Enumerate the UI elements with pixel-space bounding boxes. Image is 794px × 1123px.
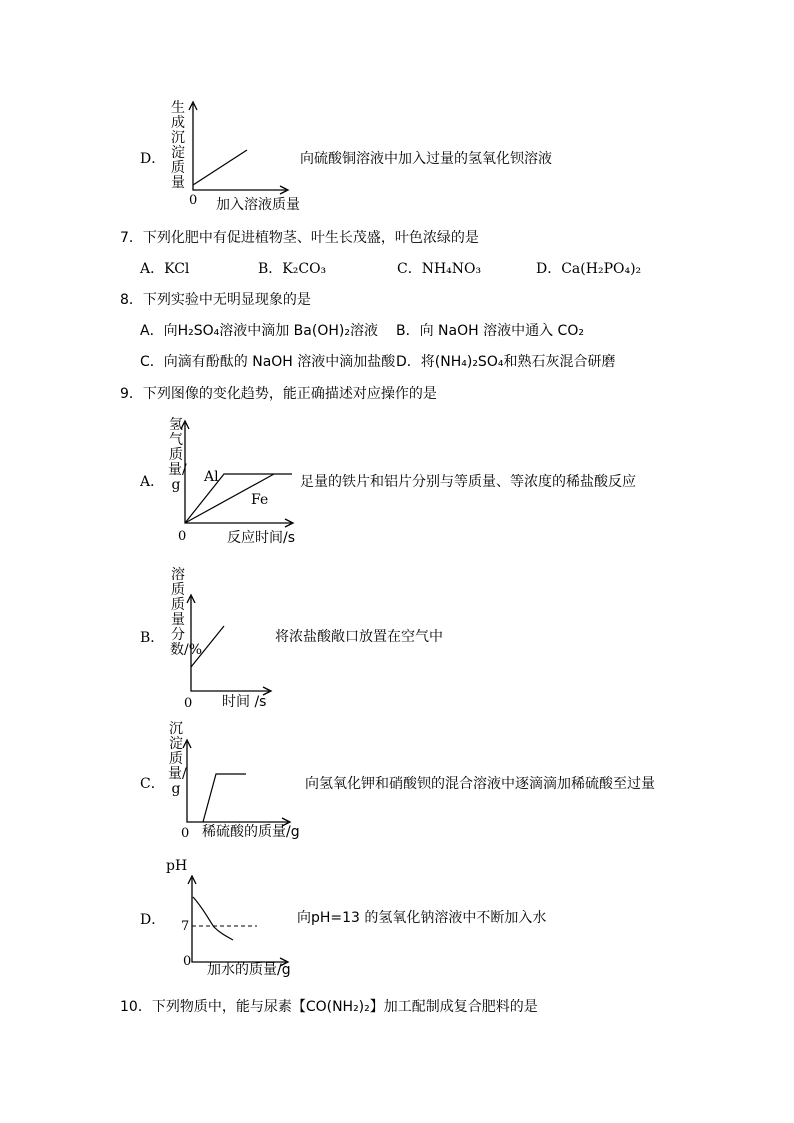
q9b-description: 将浓盐酸敞口放置在空气中 (275, 629, 443, 645)
q9a-y-axis-label: 氢气质量/g (168, 417, 187, 493)
q7-option-a: A．KCl (140, 261, 190, 277)
q8-option-c: C．向滴有酚酞的 NaOH 溶液中滴加盐酸 (140, 354, 396, 370)
q6d-description: 向硫酸铜溶液中加入过量的氢氧化钡溶液 (300, 151, 552, 167)
q10-stem: 10．下列物质中，能与尿素【CO(NH₂)₂】加工配制成复合肥料的是 (120, 999, 538, 1015)
q8-option-a: A．向H₂SO₄溶液中滴加 Ba(OH)₂溶液 (140, 323, 378, 339)
q9-stem: 9．下列图像的变化趋势，能正确描述对应操作的是 (120, 386, 437, 402)
q9a-letter: A． (140, 474, 165, 490)
q9a-al-label: Al (204, 469, 219, 485)
q7-option-b: B．K₂CO₃ (258, 261, 327, 277)
q8-stem: 8．下列实验中无明显现象的是 (120, 292, 311, 308)
q9d-y-axis-label: pH (166, 858, 188, 874)
q6d-y-axis-label: 生成沉淀质量 (171, 100, 185, 191)
q9d-tick-7: 7 (181, 919, 190, 934)
q8-option-b: B．向 NaOH 溶液中通入 CO₂ (396, 323, 584, 339)
q9c-letter: C． (140, 776, 165, 792)
q9c-y-axis-label: 沉淀质量/g (168, 721, 187, 797)
q9c-description: 向氢氧化钾和硝酸钡的混合溶液中逐滴滴加稀硫酸至过量 (305, 776, 655, 792)
q9b-origin: 0 (184, 696, 193, 711)
q9b-x-axis-label: 时间 /s (222, 694, 267, 710)
q7-stem: 7．下列化肥中有促进植物茎、叶生长茂盛，叶色浓绿的是 (120, 230, 479, 246)
q6-option-d-letter: D． (140, 151, 166, 167)
q6d-x-axis-label: 加入溶液质量 (216, 197, 300, 213)
q9b-letter: B． (140, 630, 165, 646)
q7-option-d: D．Ca(H₂PO₄)₂ (536, 261, 642, 277)
q9d-curve (193, 897, 233, 940)
q6d-origin: 0 (189, 193, 198, 208)
q9c-origin: 0 (181, 826, 190, 841)
q7-option-c: C．NH₄NO₃ (397, 261, 482, 277)
q9d-description: 向pH=13 的氢氧化钠溶液中不断加入水 (297, 910, 547, 926)
q8-option-d: D．将(NH₄)₂SO₄和熟石灰混合研磨 (396, 354, 616, 370)
q9b-y-axis-label: 溶质质量分数/% (170, 567, 203, 658)
q9a-fe-label: Fe (251, 492, 269, 508)
q9a-description: 足量的铁片和铝片分别与等质量、等浓度的稀盐酸反应 (300, 474, 636, 490)
q9c-x-axis-label: 稀硫酸的质量/g (202, 824, 300, 840)
q9d-letter: D． (140, 912, 166, 928)
q9d-x-axis-label: 加水的质量/g (207, 962, 291, 978)
q9d-origin: 0 (183, 954, 192, 969)
q9d-axes (192, 878, 286, 962)
q9a-origin: 0 (178, 529, 187, 544)
q9a-x-axis-label: 反应时间/s (227, 530, 296, 546)
